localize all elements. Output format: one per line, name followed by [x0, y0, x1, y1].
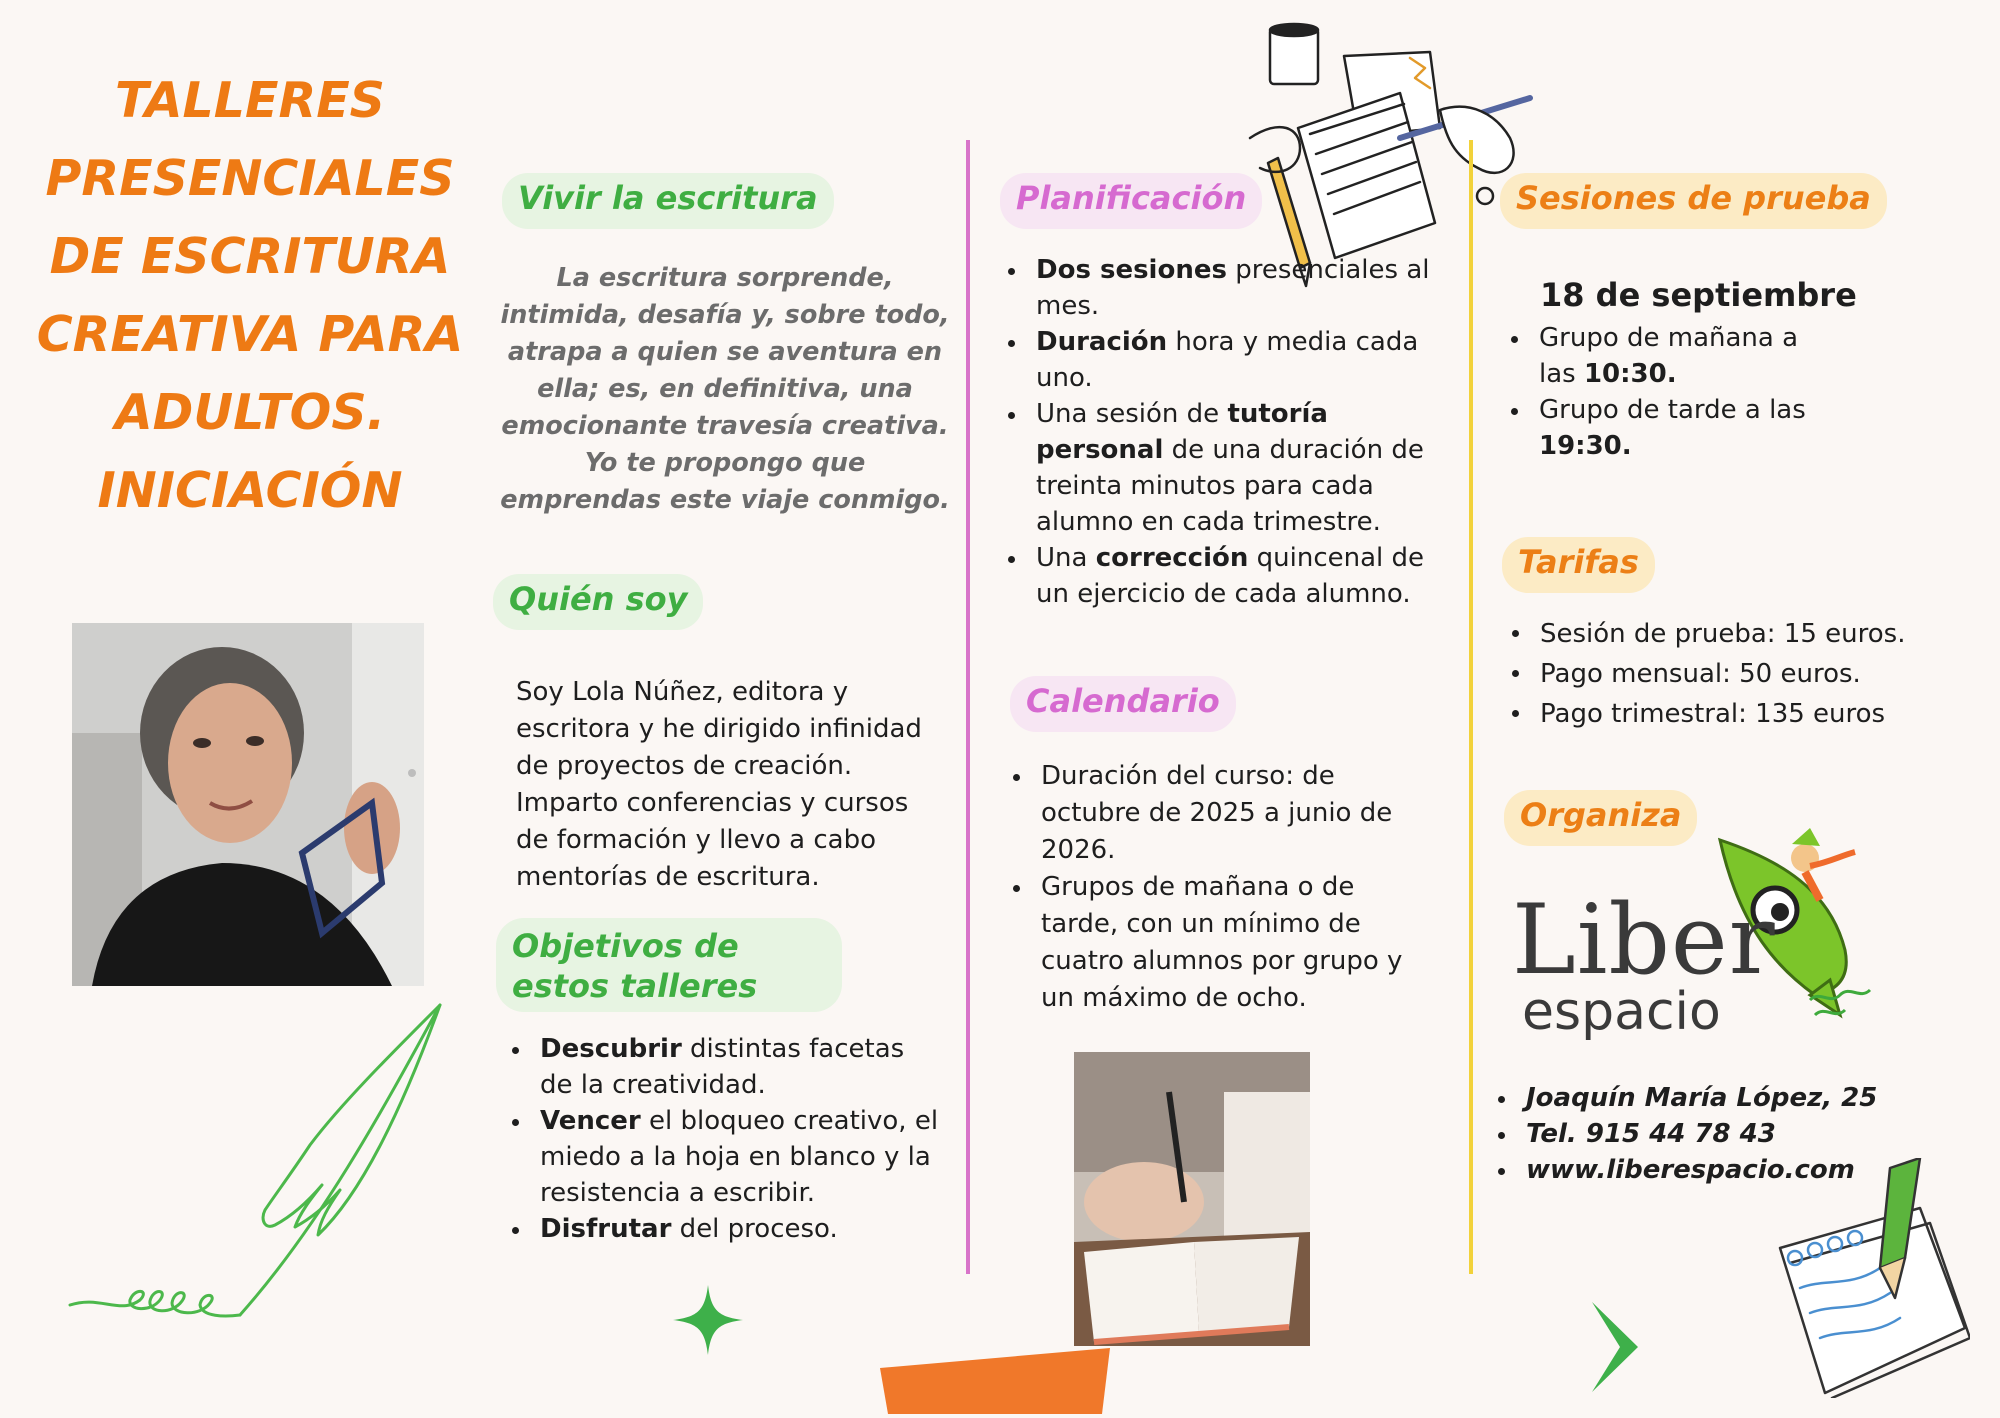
- heading-objetivos: [496, 918, 842, 1012]
- heading-tarifas: Tarifas: [1502, 537, 1655, 593]
- bio-text: Soy Lola Núñez, editora y escritora y he dirigido infinidad de proyectos de creación. Imparto conferencias y cursos de formación y llevo a cabo mentorías de escritura.: [516, 677, 922, 892]
- list-item: Descubrir distintas facetas de la creatividad.: [504, 1031, 944, 1103]
- list-item: Duración hora y media cada uno.: [1000, 324, 1440, 396]
- list-item: Sesión de prueba: 15 euros.: [1504, 614, 1944, 654]
- heading-vivir-escritura: Vivir la escritura: [502, 173, 834, 229]
- list-item: Pago trimestral: 135 euros: [1504, 694, 1944, 734]
- logo-text-espacio: espacio: [1522, 982, 1721, 1042]
- column-divider-yellow: [1469, 140, 1473, 1274]
- heading-sesiones-prueba: Sesiones de prueba: [1500, 173, 1887, 229]
- list-item: Vencer el bloqueo creativo, el miedo a la hoja en blanco y la resistencia a escribir.: [504, 1103, 944, 1211]
- heading-planificacion: Planificación: [1000, 173, 1262, 229]
- objetivos-list: [504, 1031, 944, 1247]
- heading-organiza: Organiza: [1504, 790, 1697, 846]
- chevron-right-icon: [1590, 1302, 1640, 1392]
- calendario-list: [1005, 758, 1425, 1017]
- website-link[interactable]: www.liberespacio.com: [1490, 1152, 1910, 1188]
- notepad-pencil-illustration: [1770, 1158, 1970, 1398]
- author-photo: [72, 623, 424, 986]
- list-item: Pago mensual: 50 euros.: [1504, 654, 1944, 694]
- sparkle-star-icon: [673, 1285, 743, 1355]
- column-divider-pink: [966, 140, 970, 1274]
- sesiones-list: [1503, 320, 1823, 464]
- heading-objetivos-text: Objetivos de estos talleres: [512, 927, 758, 1005]
- list-item: Duración del curso: de octubre de 2025 a junio de 2026.: [1005, 758, 1425, 869]
- session-date: 18 de septiembre: [1540, 276, 1857, 314]
- address-text: Joaquín María López, 25: [1490, 1080, 1910, 1116]
- writing-photo: [1074, 1052, 1310, 1346]
- heading-calendario: Calendario: [1010, 676, 1236, 732]
- list-item: Disfrutar del proceso.: [504, 1211, 944, 1247]
- heading-quien-soy: Quién soy: [493, 574, 703, 630]
- decorative-orange-shape: [880, 1348, 1110, 1414]
- feather-quill-icon: [60, 995, 460, 1325]
- list-item: Dos sesiones presenciales al mes.: [1000, 252, 1440, 324]
- list-item: Grupo de tarde a las 19:30.: [1503, 392, 1823, 464]
- phone-text: Tel. 915 44 78 43: [1490, 1116, 1910, 1152]
- list-item: Una corrección quincenal de un ejercicio de cada alumno.: [1000, 540, 1440, 612]
- coffee-notebook-illustration: [1240, 18, 1540, 288]
- intro-quote: La escritura sorprende, intimida, desafía y, sobre todo, atrapa a quien se aventura en ella; es, en definitiva, una emocionante travesía creativa. Yo te propongo que emprendas este viaje conmigo.: [500, 263, 950, 515]
- list-item: Grupos de mañana o de tarde, con un mínimo de cuatro alumnos por grupo y un máximo de ocho.: [1005, 869, 1425, 1017]
- list-item: Grupo de mañana a las 10:30.: [1503, 320, 1823, 392]
- tarifas-list: [1504, 614, 1944, 734]
- logo-text-liber: Liber: [1512, 884, 1776, 996]
- list-item: Una sesión de tutoría personal de una duración de treinta minutos para cada alumno en cada trimestre.: [1000, 396, 1440, 540]
- planificacion-list: [1000, 252, 1440, 612]
- page-title: TALLERES PRESENCIALES DE ESCRITURA CREATIVA PARA ADULTOS. INICIACIÓN: [36, 72, 464, 519]
